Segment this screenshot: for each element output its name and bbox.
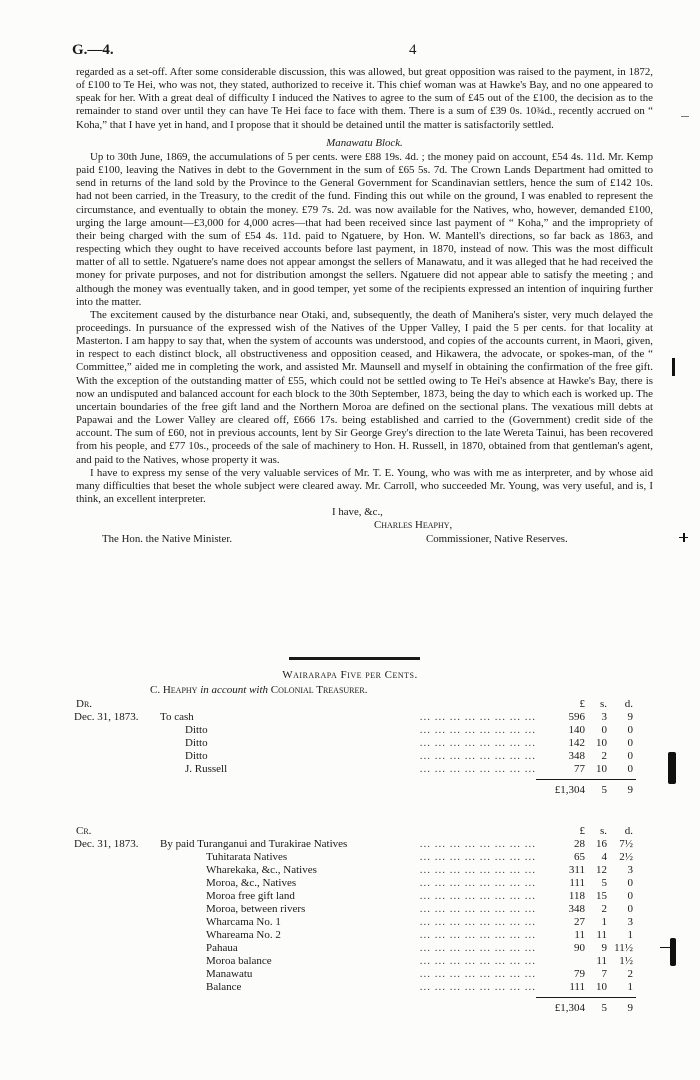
- entry-pence: 0: [627, 724, 633, 736]
- credit-total-pence: 9: [627, 1002, 633, 1014]
- credit-total-rule: [536, 997, 636, 998]
- entry-pence: 9: [627, 711, 633, 723]
- debit-total-pence: 9: [627, 784, 633, 796]
- entry-pence: 3: [627, 916, 633, 928]
- margin-tick-mark: [660, 947, 670, 948]
- entry-pounds: 596: [568, 711, 585, 723]
- entry-shillings: 4: [601, 851, 607, 863]
- leader-dots: ... ... ... ... ... ... ... ...: [419, 851, 536, 863]
- paragraph-set-off: regarded as a set-off. After some considerable discussion, this was allowed, but great opposition was raised to the payment, in 1872, of £100 to Te Hei, who was not, they stated, authorized to receive it. This chief woman was at Hawke's Bay, and no one appeared to speak for her. With a great deal of difficulty I induced the Natives to agree to the sum of £45 out of the £100, the decision as to the remainder to stand over until they can have Te Hei face to face with them. There is a sum of £39 0s. 10¾d., recently accrued on “ Koha,” that I have yet in hand, and I propose that it should be detained until the matter is satisfactorily settled.: [76, 66, 653, 131]
- signature-closing: I have, &c.,: [332, 506, 383, 519]
- section-title-manawatu: Manawatu Block.: [326, 136, 403, 149]
- entry-shillings: 11: [596, 929, 607, 941]
- credit-row: [74, 929, 654, 942]
- debit-row: [74, 724, 654, 737]
- entry-pounds: 111: [569, 981, 585, 993]
- entry-date: Dec. 31, 1873.: [74, 711, 139, 723]
- debit-row: [74, 750, 654, 763]
- entry-pence: 1½: [619, 955, 633, 967]
- entry-description: Moroa, &c., Natives: [206, 877, 297, 889]
- pounds-header: £: [579, 698, 585, 710]
- entry-description: Whareama No. 2: [206, 929, 281, 941]
- entry-pence: 1: [627, 929, 633, 941]
- entry-pence: 0: [627, 877, 633, 889]
- account-title: Wairarapa Five per Cents.: [282, 669, 418, 681]
- entry-shillings: 9: [601, 942, 607, 954]
- debit-account-table: [74, 698, 654, 797]
- debit-rows: [74, 711, 654, 776]
- leader-dots: ... ... ... ... ... ... ... ...: [419, 750, 536, 762]
- entry-shillings: 0: [601, 724, 607, 736]
- entry-description: Moroa free gift land: [206, 890, 295, 902]
- entry-description: Pahaua: [206, 942, 238, 954]
- credit-rows: [74, 838, 654, 994]
- margin-bar-mark: [672, 358, 675, 376]
- credit-row: [74, 838, 654, 851]
- credit-row: [74, 968, 654, 981]
- entry-shillings: 7: [601, 968, 607, 980]
- leader-dots: ... ... ... ... ... ... ... ...: [419, 838, 536, 850]
- entry-shillings: 10: [596, 763, 607, 775]
- leader-dots: ... ... ... ... ... ... ... ...: [419, 968, 536, 980]
- addressee: The Hon. the Native Minister.: [102, 533, 233, 546]
- account-holder: Heaphy: [162, 684, 198, 696]
- leader-dots: ... ... ... ... ... ... ... ...: [419, 763, 536, 775]
- leader-dots: ... ... ... ... ... ... ... ...: [419, 929, 536, 941]
- leader-dots: ... ... ... ... ... ... ... ...: [419, 942, 536, 954]
- debit-total-row: [74, 784, 654, 797]
- credit-row: [74, 864, 654, 877]
- pence-header: d.: [624, 825, 633, 837]
- debit-total-shillings: 5: [601, 784, 607, 796]
- account-party: Colonial Treasurer.: [270, 684, 368, 696]
- entry-pounds: 140: [568, 724, 585, 736]
- shillings-header: s.: [599, 825, 607, 837]
- leader-dots: ... ... ... ... ... ... ... ...: [419, 724, 536, 736]
- shillings-header: s.: [599, 698, 607, 710]
- debit-row: [74, 711, 654, 724]
- credit-row: [74, 877, 654, 890]
- entry-pence: 2½: [619, 851, 633, 863]
- credit-row: [74, 903, 654, 916]
- entry-shillings: 10: [596, 737, 607, 749]
- entry-lead-description: To cash: [160, 711, 194, 723]
- entry-pence: 1: [627, 981, 633, 993]
- credit-account-table: [74, 825, 654, 1015]
- entry-pence: 0: [627, 737, 633, 749]
- margin-blot-mark: [670, 938, 676, 966]
- entry-lead-description: By paid Turanganui and Turakirae Natives: [160, 838, 348, 850]
- page-header: [72, 42, 652, 62]
- entry-pounds: 111: [569, 877, 585, 889]
- debit-header-row: [74, 698, 654, 711]
- leader-dots: ... ... ... ... ... ... ... ...: [419, 890, 536, 902]
- entry-shillings: 3: [601, 711, 607, 723]
- paragraph-manawatu: Up to 30th June, 1869, the accumulations of 5 per cents. were £88 19s. 4d. ; the money paid on account, £54 4s. 11d. Mr. Kemp paid £100, leaving the Natives in debt to the Government in the sum of £65 5s. 7d. The Crown Lands Department had omitted to send in returns of the land sold by the Province to the General Government for Scandinavian settlers, hence the sum of £142 10s. had not been carried, in the Treasury, to the credit of the fund. Finding this out while on the ground, I was enabled to represent the circumstance, and eventually to obtain the money. £79 7s. 2d. was now available for the Natives, who, however, demanded £100, urging the large amount—£3,000 for 4,000 acres—that had been received since last payment of “ Koha,” and the impropriety of their being charged with the sum of £54 4s. 11d. paid to Ngatuere, by Hon. W. Mantell's directions, so far back as 1863, and respecting which they ought to have received accounts before last payment, in 1870, instead of now. This was the most difficult matter of all to settle. Ngatuere's name does not appear amongst the sellers of Manawatu, and it was alleged that he had received the money for private purposes, and not for distribution amongst the sellers. Ngatuere did not appear able to satisfy the meeting ; and although the money was eventually taken, and in good temper, yet some of the recipients expressed an intention of inquiring further into the matter.: [76, 150, 653, 308]
- debit-total-pounds: £1,304: [554, 784, 585, 796]
- entry-pence: 0: [627, 903, 633, 915]
- page-number: 4: [409, 42, 417, 58]
- leader-dots: ... ... ... ... ... ... ... ...: [419, 864, 536, 876]
- margin-tick-mark: [681, 116, 689, 117]
- margin-blot-mark: [668, 752, 676, 784]
- entry-pence: 11½: [614, 942, 633, 954]
- entry-pence: 0: [627, 763, 633, 775]
- entry-shillings: 2: [601, 903, 607, 915]
- entry-pounds: 77: [574, 763, 585, 775]
- leader-dots: ... ... ... ... ... ... ... ...: [419, 955, 536, 967]
- entry-pence: 7½: [619, 838, 633, 850]
- entry-description: Ditto: [185, 724, 208, 736]
- credit-row: [74, 942, 654, 955]
- entry-pence: 2: [627, 968, 633, 980]
- entry-description: Moroa, between rivers: [206, 903, 306, 915]
- entry-shillings: 2: [601, 750, 607, 762]
- credit-label: Cr.: [76, 825, 92, 837]
- debit-label: Dr.: [76, 698, 93, 710]
- entry-pence: 0: [627, 890, 633, 902]
- entry-pounds: 142: [568, 737, 585, 749]
- entry-pence: 3: [627, 864, 633, 876]
- credit-total-shillings: 5: [601, 1002, 607, 1014]
- section-divider: [289, 657, 420, 660]
- credit-row: [74, 916, 654, 929]
- signatory-role: Commissioner, Native Reserves.: [426, 533, 568, 546]
- entry-shillings: 5: [601, 877, 607, 889]
- entry-pounds: 348: [568, 750, 585, 762]
- debit-total-rule: [536, 779, 636, 780]
- entry-pounds: 65: [574, 851, 585, 863]
- leader-dots: ... ... ... ... ... ... ... ...: [419, 916, 536, 928]
- entry-pounds: 11: [574, 929, 585, 941]
- margin-tick-mark: [683, 533, 685, 542]
- account-subtitle: C. Heaphy in account with Colonial Treasurer.: [150, 684, 368, 696]
- leader-dots: ... ... ... ... ... ... ... ...: [419, 903, 536, 915]
- entry-description: Manawatu: [206, 968, 253, 980]
- document-reference: G.—4.: [72, 42, 114, 58]
- credit-header-row: [74, 825, 654, 838]
- signature-name: Charles Heaphy,: [374, 519, 453, 532]
- credit-row: [74, 981, 654, 994]
- paragraph-otaki: The excitement caused by the disturbance near Otaki, and, subsequently, the death of Manihera's sister, very much delayed the proceedings. In pursuance of the expressed wish of the Natives of the Upper Valley, I paid the 5 per cents. for that locality at Masterton. I am happy to say that, when the system of accounts was understood, and copies of the accounts current, in Maori, given, in respect to each distinct block, all obstructiveness and opposition ceased, and Hikawera, the advocate, or spokes-man, of the “ Committee,” aided me in completing the work, and assisted Mr. Maunsell and myself in obtaining the confirmation of the free gift. With the exception of the outstanding matter of £55, which could not be settled owing to Te Hei's absence at Hawke's Bay, there is now an undisputed and balanced account for each block to the 30th September, 1873, being the day to which each is worked up. The uncertain boundaries of the free gift land and the Northern Moroa are defined on the sectional plans. The vexatious mill debts at Papawai and the Lower Valley are cleared off, £666 17s. being established and carried to the (Government) credit side of the account. The sum of £60, not in previous accounts, lent by Sir George Grey's direction to the late Wereta Tainui, has been recovered from his people, and £77 10s., proceeds of the sale of machinery to Hon. H. Russell, in 1870, obtained from that gentleman's agent, and paid to the Natives, whose property it was.: [76, 308, 653, 466]
- credit-row: [74, 851, 654, 864]
- entry-shillings: 12: [596, 864, 607, 876]
- leader-dots: ... ... ... ... ... ... ... ...: [419, 877, 536, 889]
- entry-description: Balance: [206, 981, 242, 993]
- entry-pounds: 79: [574, 968, 585, 980]
- entry-description: Moroa balance: [206, 955, 272, 967]
- entry-description: J. Russell: [185, 763, 228, 775]
- entry-pounds: 311: [568, 864, 585, 876]
- entry-shillings: 16: [596, 838, 607, 850]
- credit-total-pounds: £1,304: [554, 1002, 585, 1014]
- credit-row: [74, 890, 654, 903]
- entry-shillings: 15: [596, 890, 607, 902]
- pounds-header: £: [579, 825, 585, 837]
- entry-pence: 0: [627, 750, 633, 762]
- paragraph-acknowledgement: I have to express my sense of the very valuable services of Mr. T. E. Young, who was with me as interpreter, and by whose aid many difficulties that beset the whole subject were cleared away. Mr. Carroll, who succeeded Mr. Young, was very useful, and is, I think, an excellent interpreter.: [76, 466, 653, 505]
- signature-footer: [76, 533, 653, 547]
- entry-description: Wharcama No. 1: [206, 916, 281, 928]
- entry-shillings: 1: [601, 916, 607, 928]
- entry-pounds: 27: [574, 916, 585, 928]
- entry-description: Ditto: [185, 737, 208, 749]
- entry-pounds: 348: [568, 903, 585, 915]
- entry-description: Wharekaka, &c., Natives: [206, 864, 317, 876]
- leader-dots: ... ... ... ... ... ... ... ...: [419, 711, 536, 723]
- entry-date: Dec. 31, 1873.: [74, 838, 139, 850]
- entry-description: Tuhitarata Natives: [206, 851, 288, 863]
- leader-dots: ... ... ... ... ... ... ... ...: [419, 981, 536, 993]
- entry-shillings: 11: [596, 955, 607, 967]
- debit-row: [74, 763, 654, 776]
- credit-total-row: [74, 1002, 654, 1015]
- entry-description: Ditto: [185, 750, 208, 762]
- debit-row: [74, 737, 654, 750]
- entry-shillings: 10: [596, 981, 607, 993]
- entry-pounds: 118: [568, 890, 585, 902]
- report-body: [76, 66, 653, 547]
- credit-row: [74, 955, 654, 968]
- entry-pounds: 28: [574, 838, 585, 850]
- entry-pounds: 90: [574, 942, 585, 954]
- pence-header: d.: [624, 698, 633, 710]
- leader-dots: ... ... ... ... ... ... ... ...: [419, 737, 536, 749]
